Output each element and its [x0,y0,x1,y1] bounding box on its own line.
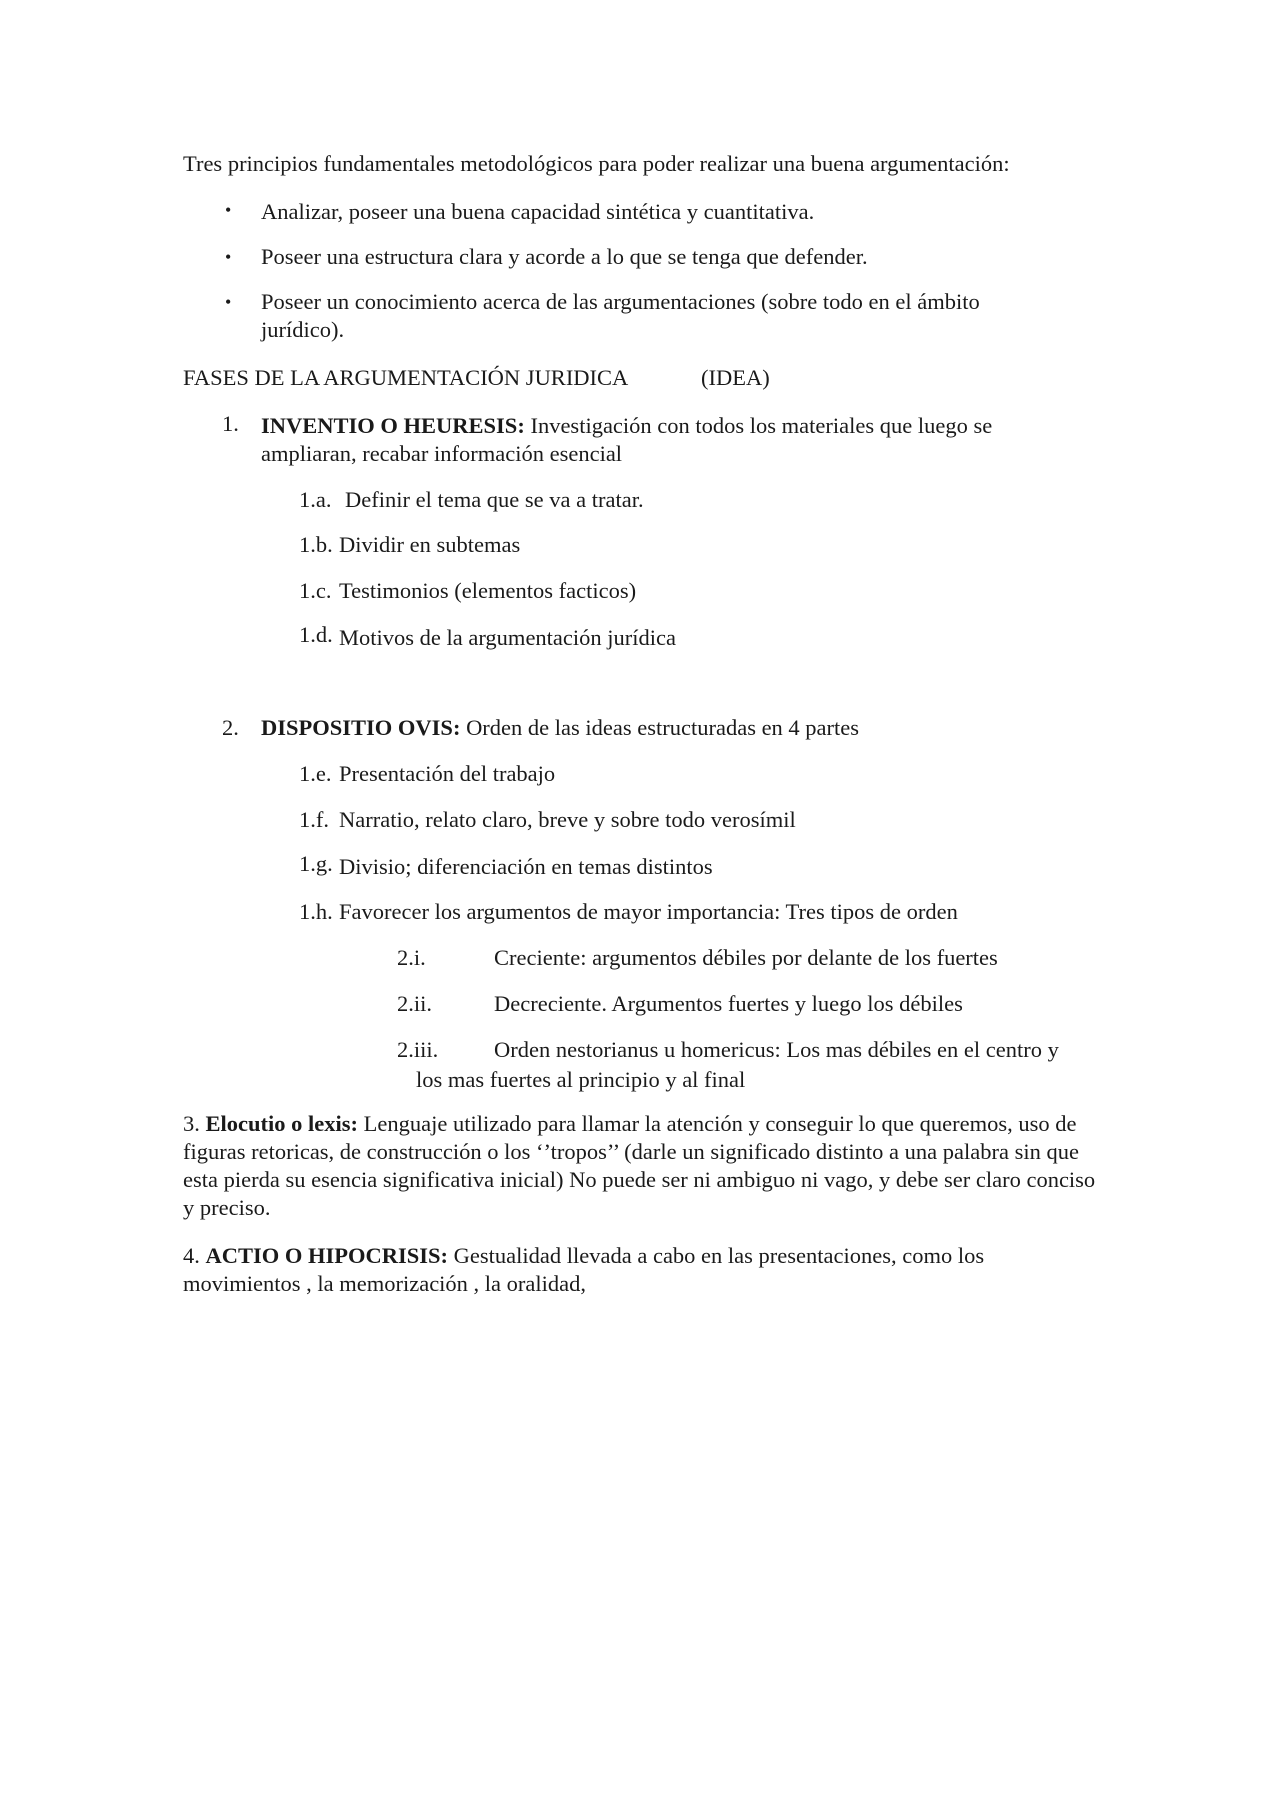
phase-text: Lenguaje utilizado para llamar la atención y conseguir lo que queremos, uso de figuras retoricas, de construcción o los ‘’tropos’’ (darle un significado distinto a una palabra sin que esta pierda su esencia significativa inicial) No puede ser ni ambiguo ni vago, y debe ser claro conciso y preciso. [183,1111,1096,1220]
bullet-item: Analizar, poseer una buena capacidad sintética y cuantitativa. [261,199,815,224]
subitem-label: 1.b. [299,532,333,557]
bullet-glyph: • [225,292,232,312]
phase-title: ACTIO O HIPOCRISIS: [205,1243,449,1268]
phase-actio [183,1242,1073,1298]
order-label: 2.i. [397,945,426,970]
bullet-glyph: • [225,247,232,267]
phase-title: DISPOSITIO OVIS: [261,715,461,740]
intro-text: Tres principios fundamentales metodológicos para poder realizar una buena argumentación: [183,151,1010,176]
subitem-label: 1.e. [299,761,332,786]
subitem-label: 1.a. [299,487,332,512]
subitem-text: Dividir en subtemas [339,532,521,557]
subitem-label: 1.c. [299,578,332,603]
subitem-label: 1.h. [299,899,333,924]
phase-number: 3. [183,1111,200,1136]
bullet-item: Poseer un conocimiento acerca de las argumentaciones (sobre todo en el ámbito jurídico). [261,289,980,342]
order-text: Orden nestorianus u homericus: Los mas débiles en el centro y [494,1037,1059,1062]
subitem-text: Narratio, relato claro, breve y sobre todo verosímil [339,807,796,832]
phase-number: 1. [222,411,239,436]
subitem-text: Definir el tema que se va a tratar. [345,487,644,512]
subitem-label: 1.d. [299,622,333,647]
order-label: 2.ii. [397,991,433,1016]
subitem-text: Favorecer los argumentos de mayor importancia: Tres tipos de orden [339,899,958,924]
order-label: 2.iii. [397,1037,439,1062]
bullet-glyph: • [225,200,232,220]
phases-acronym: (IDEA) [701,365,770,390]
phase-number: 2. [222,715,239,740]
subitem-label: 1.f. [299,807,329,832]
bullet-item: Poseer una estructura clara y acorde a lo que se tenga que defender. [261,244,868,269]
phase-text: Gestualidad llevada a cabo en las presentaciones, como los movimientos , la memorización , la oralidad, [183,1243,985,1296]
order-text-continuation: los mas fuertes al principio y al final [416,1067,746,1092]
phases-heading: FASES DE LA ARGUMENTACIÓN JURIDICA [183,365,629,390]
subitem-text: Motivos de la argumentación jurídica [339,625,676,650]
order-text: Decreciente. Argumentos fuertes y luego los débiles [494,991,963,1016]
phase-title: Elocutio o lexis: [205,1111,358,1136]
subitem-text: Presentación del trabajo [339,761,556,786]
phase-number: 4. [183,1243,200,1268]
order-text: Creciente: argumentos débiles por delante de los fuertes [494,945,998,970]
subitem-text: Divisio; diferenciación en temas distintos [339,854,713,879]
phase-title: INVENTIO O HEURESIS: [261,413,525,438]
phase-elocutio [183,1110,1103,1222]
phase-text: Orden de las ideas estructuradas en 4 partes [460,715,860,740]
subitem-text: Testimonios (elementos facticos) [339,578,637,603]
phase-description [261,412,1061,468]
phase-text: Investigación con todos los materiales que luego se ampliaran, recabar información esencial [261,413,993,466]
phase-description [261,714,859,742]
subitem-label: 1.g. [299,851,333,876]
